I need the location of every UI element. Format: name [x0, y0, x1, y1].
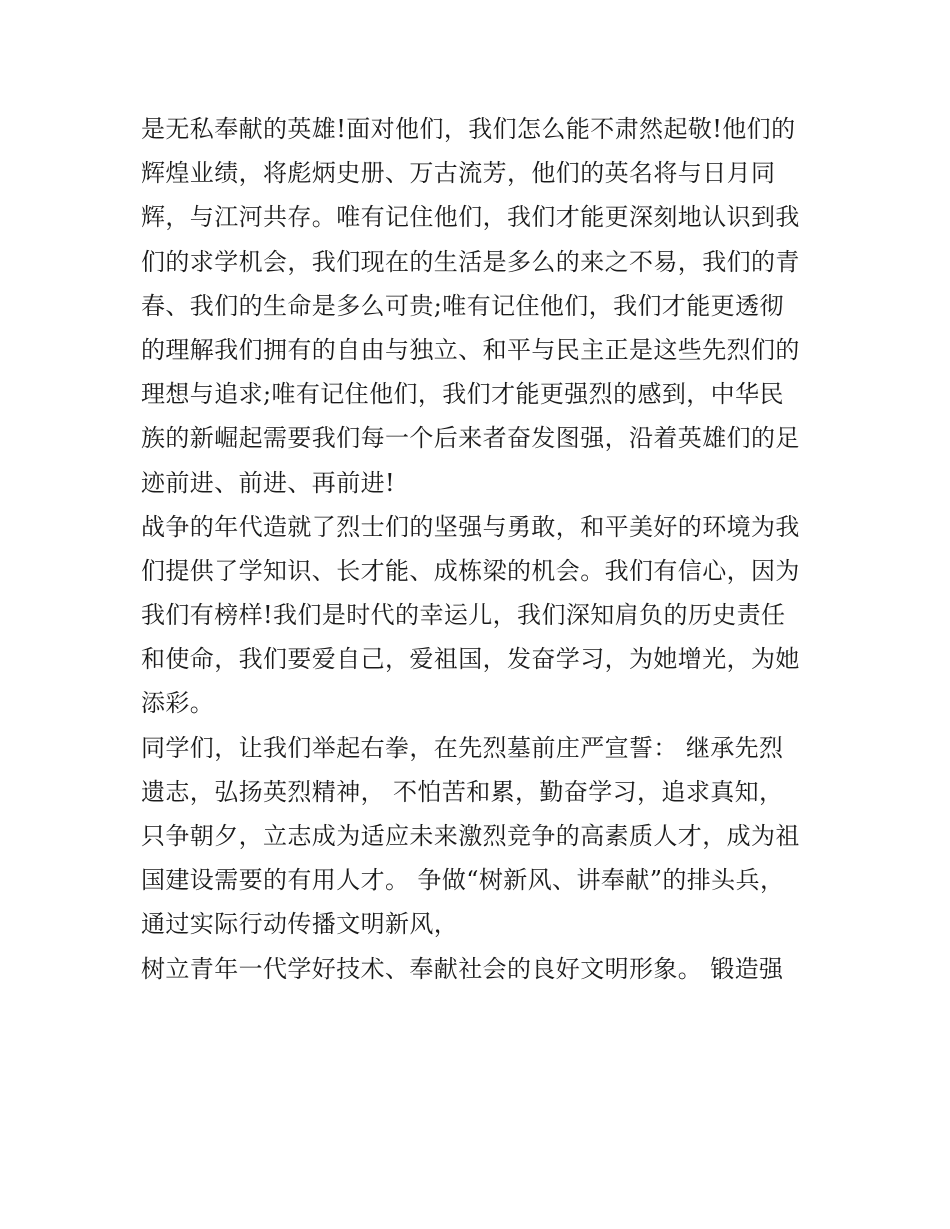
- text-line: 和使命，我们要爱自己，爱祖国，发奋学习，为她增光，为她: [141, 645, 800, 674]
- body-text: [141, 107, 831, 991]
- text-line: 是无私奉献的英雄!面对他们，我们怎么能不肃然起敬!他们的: [141, 115, 796, 143]
- text-line: 同学们，让我们举起右拳，在先烈墓前庄严宣誓： 继承先烈: [141, 733, 784, 762]
- text-line: 迹前进、前进、再前进!: [141, 468, 396, 497]
- text-line: 们的求学机会，我们现在的生活是多么的来之不易，我们的青: [141, 247, 800, 276]
- text-line: 春、我们的生命是多么可贵;唯有记住他们，我们才能更透彻: [141, 291, 784, 320]
- text-line: 遗志，弘扬英烈精神， 不怕苦和累，勤奋学习，追求真知，: [141, 777, 784, 806]
- text-line: 我们有榜样!我们是时代的幸运儿，我们深知肩负的历史责任: [141, 601, 786, 630]
- text-line: 战争的年代造就了烈士们的坚强与勇敢，和平美好的环境为我: [141, 512, 800, 541]
- text-line: 只争朝夕，立志成为适应未来激烈竞争的高素质人才，成为祖: [141, 822, 800, 850]
- text-line: 族的新崛起需要我们每一个后来者奋发图强，沿着英雄们的足: [141, 424, 800, 453]
- text-line: 国建设需要的有用人才。 争做“树新风、讲奉献”的排头兵，: [141, 866, 785, 895]
- text-line: 树立青年一代学好技术、奉献社会的良好文明形象。 锻造强: [141, 954, 784, 983]
- text-line: 理想与追求;唯有记住他们，我们才能更强烈的感到，中华民: [141, 380, 784, 409]
- text-line: 添彩。: [141, 689, 215, 718]
- text-line: 们提供了学知识、长才能、成栋梁的机会。我们有信心，因为: [141, 556, 800, 585]
- text-line: 通过实际行动传播文明新风，: [141, 910, 459, 939]
- text-line: 的理解我们拥有的自由与独立、和平与民主正是这些先烈们的: [141, 335, 800, 364]
- text-line: 辉，与江河共存。唯有记住他们，我们才能更深刻地认识到我: [141, 203, 800, 232]
- text-line: 辉煌业绩，将彪炳史册、万古流芳，他们的英名将与日月同: [141, 159, 776, 188]
